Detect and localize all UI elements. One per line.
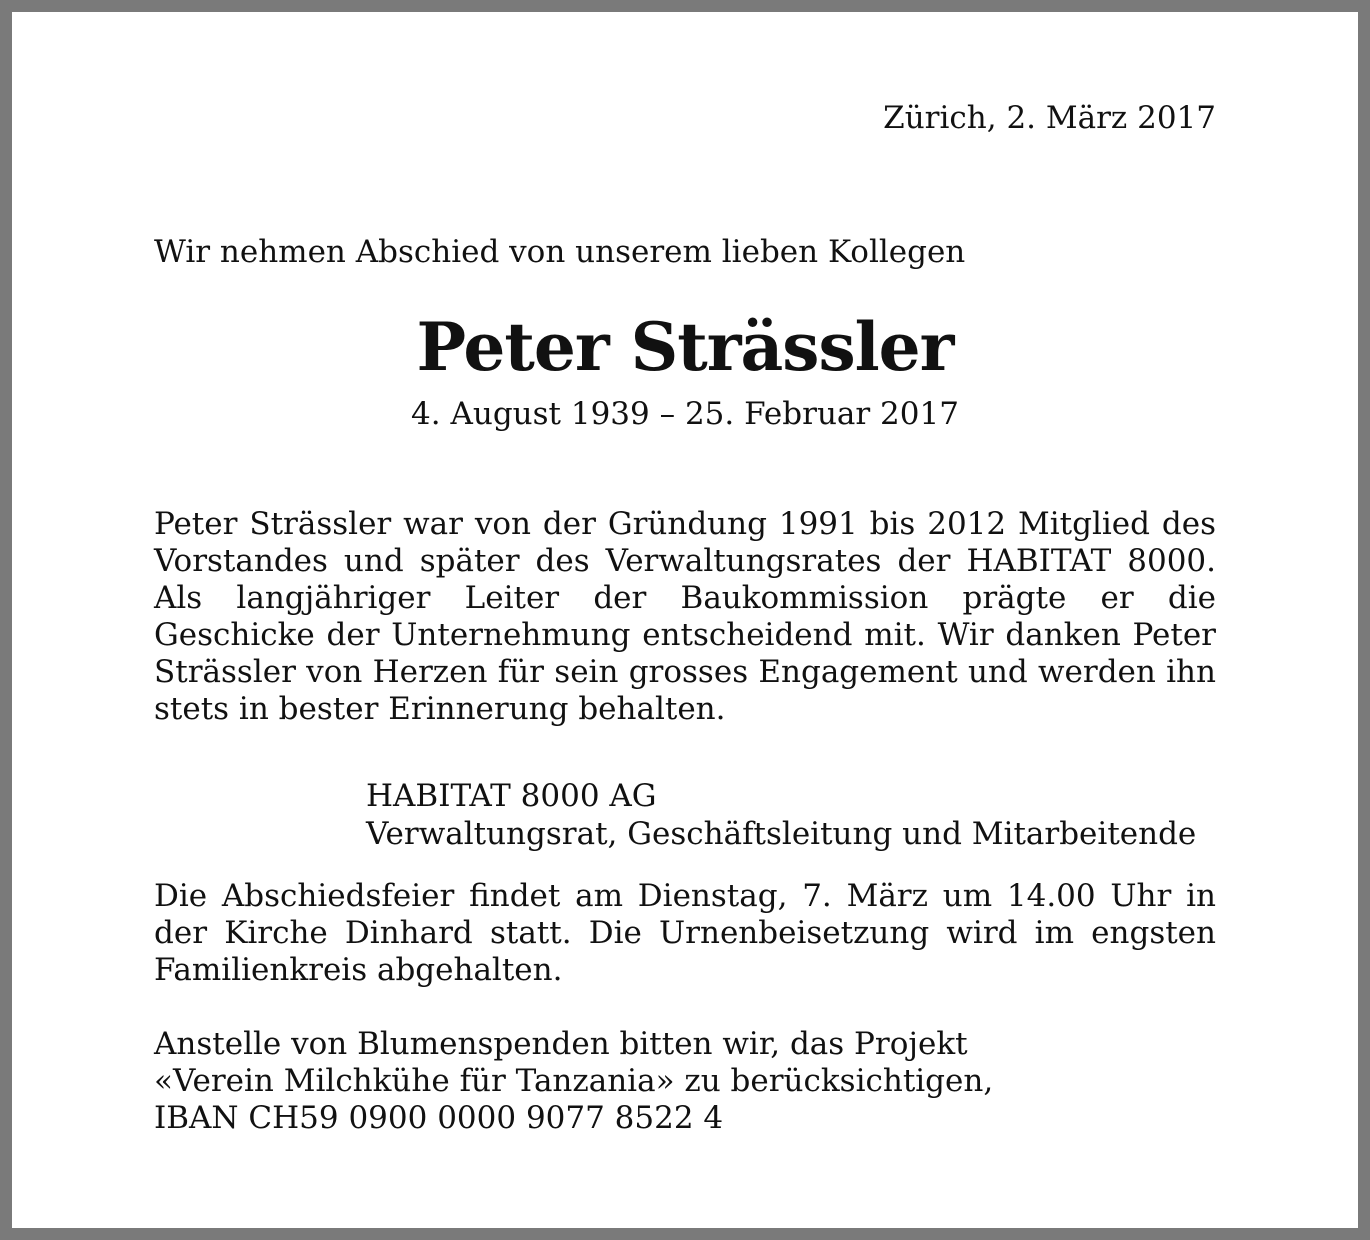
signature-company: HABITAT 8000 AG — [366, 778, 657, 814]
deceased-name: Peter Strässler — [416, 308, 954, 386]
iban-line: IBAN CH59 0900 0000 9077 8522 4 — [154, 1100, 724, 1136]
donation-paragraph — [154, 1026, 1216, 1137]
donation-line: Anstelle von Blumenspenden bitten wir, das Projekt — [154, 1026, 968, 1062]
signature-block — [366, 777, 1196, 853]
donation-line: «Verein Milchkühe für Tanzania» zu berücksichtigen, — [154, 1063, 994, 1099]
dateline: Zürich, 2. März 2017 — [883, 100, 1216, 136]
ceremony-paragraph: Die Abschiedsfeier findet am Dienstag, 7. März um 14.00 Uhr in der Kirche Dinhard statt. Die Urnenbeisetzung wird im engsten Familienkreis abgehalten. — [154, 878, 1216, 988]
lifespan-dates: 4. August 1939 – 25. Februar 2017 — [411, 396, 959, 432]
intro-line: Wir nehmen Abschied von unserem lieben Kollegen — [154, 234, 966, 270]
signature-members: Verwaltungsrat, Geschäftsleitung und Mitarbeitende — [366, 816, 1197, 852]
tribute-paragraph: Peter Strässler war von der Gründung 1991 bis 2012 Mitglied des Vorstandes und später des Verwaltungsrates der HABITAT 8000. Als langjähriger Leiter der Baukommission prägte er die Geschicke der Unternehmung entscheidend mit. Wir danken Peter Strässler von Herzen für sein grosses Engagement und werden ihn stets in bester Erinnerung behalten. — [154, 506, 1216, 727]
obituary-page — [12, 12, 1358, 1228]
